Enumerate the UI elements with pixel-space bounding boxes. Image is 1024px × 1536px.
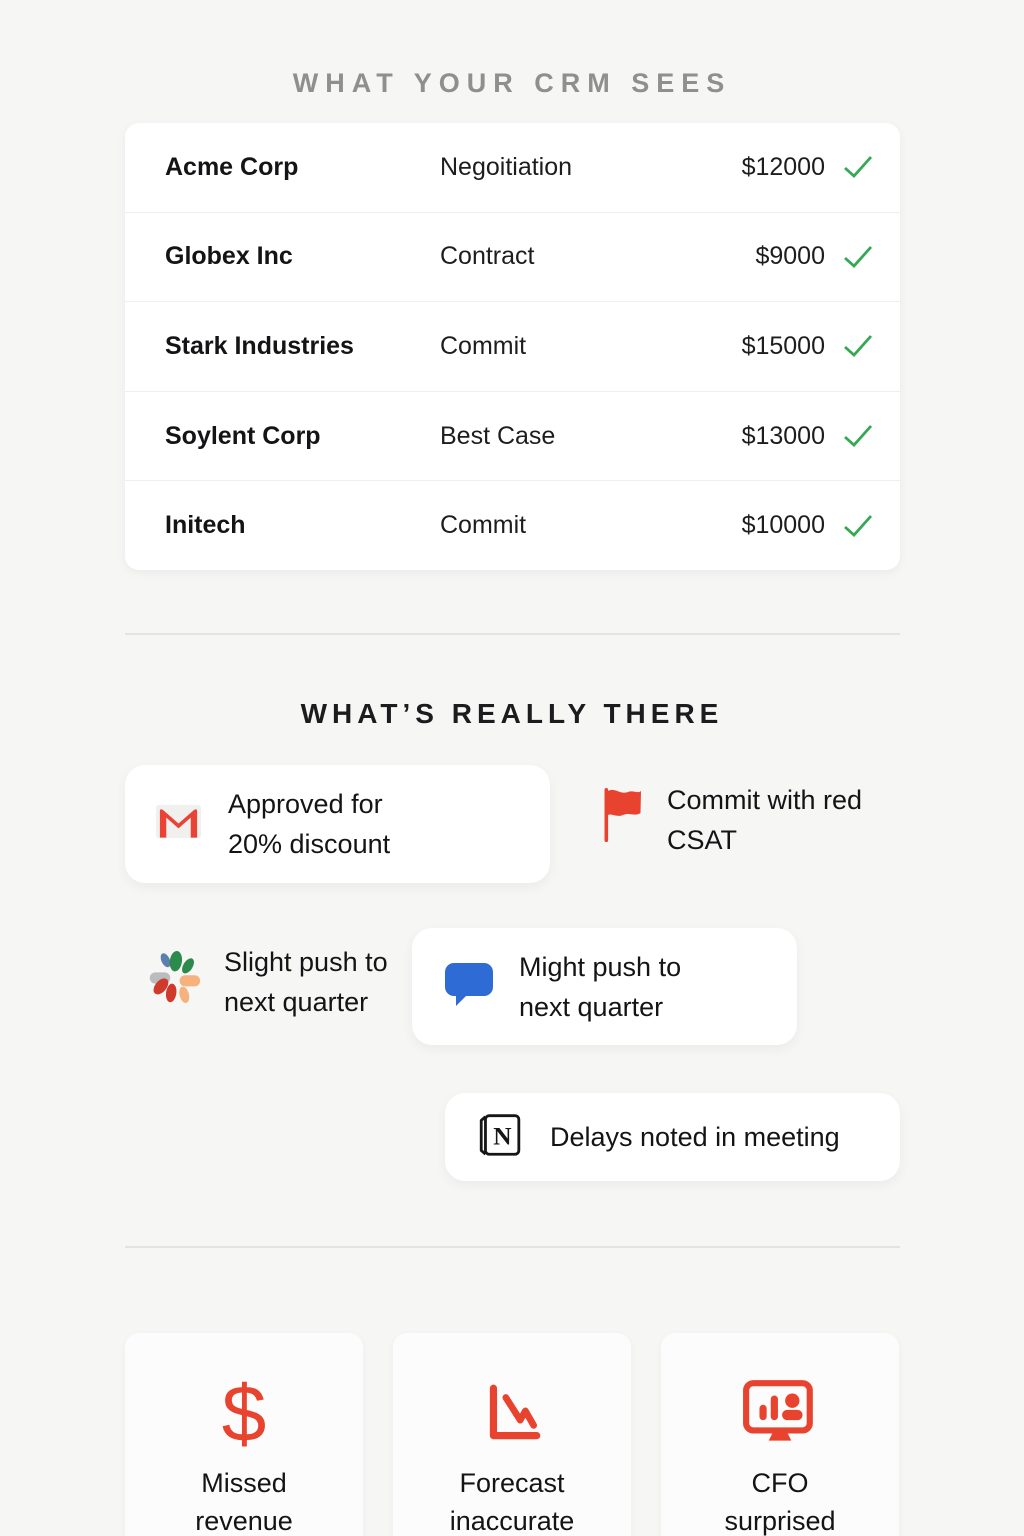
table-row — [125, 213, 900, 303]
table-row — [125, 481, 900, 570]
table-row — [125, 302, 900, 392]
deal-amount: $13000 — [741, 421, 825, 450]
consequence-label: Forecast inaccurate — [449, 1468, 575, 1536]
slack-icon — [146, 950, 202, 1011]
svg-text:N: N — [493, 1122, 512, 1151]
consequence-cards — [125, 1333, 900, 1536]
green-check-icon — [842, 423, 874, 449]
notion-icon — [477, 1111, 524, 1163]
gmail-icon — [155, 803, 202, 845]
deal-amount: $9000 — [755, 242, 825, 271]
reality-item-chat — [412, 928, 797, 1045]
reality-section-title: WHAT’S REALLY THERE — [300, 698, 724, 729]
deal-amount: $12000 — [741, 152, 825, 181]
reality-item-gmail — [125, 765, 550, 883]
green-check-icon — [842, 513, 874, 539]
consequence-label: Missed revenue — [195, 1468, 293, 1536]
section-divider — [125, 633, 900, 635]
reality-item-text: Might push to next quarter — [519, 951, 682, 1022]
company-name: Stark Industries — [165, 331, 354, 360]
consequence-label: CFO surprised — [724, 1468, 836, 1536]
chat-bubble-icon — [443, 961, 495, 1012]
reality-item-text: Delays noted in meeting — [550, 1122, 840, 1152]
declining-chart-icon — [478, 1377, 546, 1451]
section-divider — [125, 1246, 900, 1248]
reality-item-text: Approved for 20% discount — [228, 789, 391, 859]
green-check-icon — [842, 244, 874, 270]
consequence-card-cfo — [661, 1333, 899, 1536]
green-check-icon — [842, 333, 874, 359]
reality-item-notion — [445, 1093, 900, 1181]
reality-item-slack — [146, 942, 389, 1022]
deal-stage: Negoitiation — [440, 152, 573, 181]
deal-amount: $15000 — [741, 331, 825, 360]
reality-item-text: Commit with red CSAT — [667, 785, 863, 855]
consequence-card-missed-revenue — [125, 1333, 363, 1536]
crm-section-title: WHAT YOUR CRM SEES — [292, 68, 732, 98]
reality-item-flag — [603, 780, 907, 860]
company-name: Initech — [165, 511, 246, 540]
company-name: Soylent Corp — [165, 421, 321, 450]
table-row — [125, 392, 900, 482]
company-name: Acme Corp — [165, 152, 299, 181]
monitor-presentation-icon — [741, 1377, 819, 1451]
red-flag-icon — [603, 786, 643, 849]
deal-stage: Contract — [440, 242, 535, 271]
deal-stage: Commit — [440, 331, 527, 360]
table-row — [125, 123, 900, 213]
dollar-icon: $ — [221, 1369, 267, 1458]
deal-stage: Best Case — [440, 421, 556, 450]
deal-amount: $10000 — [741, 511, 825, 540]
company-name: Globex Inc — [165, 242, 293, 271]
deal-stage: Commit — [440, 511, 527, 540]
reality-item-text: Slight push to next quarter — [224, 947, 388, 1017]
consequence-card-forecast — [393, 1333, 631, 1536]
green-check-icon — [842, 154, 874, 180]
crm-deals-table — [125, 123, 900, 570]
